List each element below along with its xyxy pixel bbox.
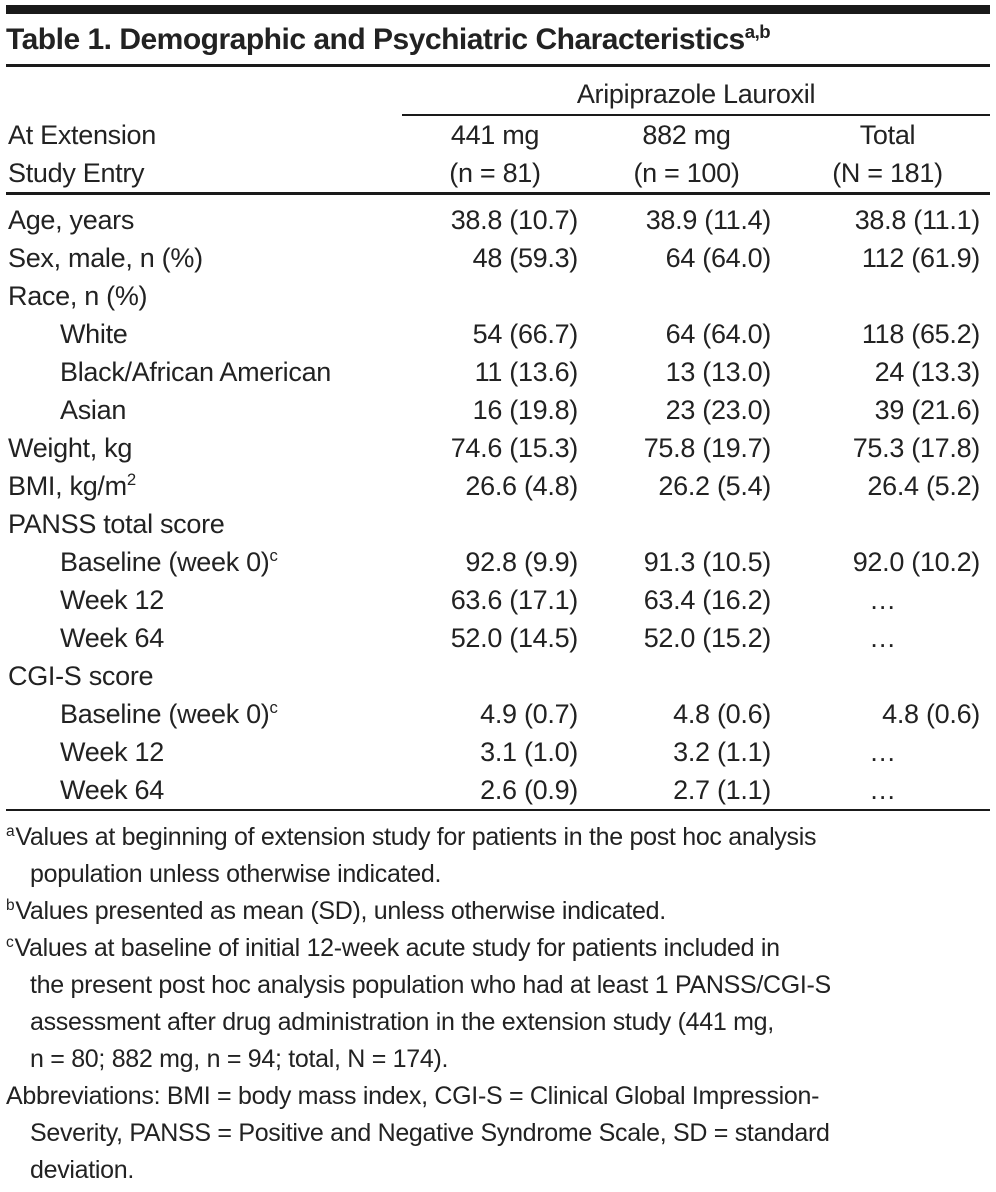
cell-total (785, 277, 990, 315)
cell-total: 4.8 (0.6) (882, 699, 980, 729)
table-row-panss-baseline (6, 543, 990, 581)
cell-882mg: 64 (64.0) (665, 319, 771, 349)
cell-441mg: 54 (66.7) (472, 319, 578, 349)
cell-441mg: 52.0 (14.5) (450, 623, 578, 653)
cell-total (785, 657, 990, 695)
footnote-b-line1 (6, 893, 990, 930)
row-label-text: BMI, kg/m (8, 471, 127, 501)
row-label (6, 733, 402, 771)
row-label (6, 657, 402, 695)
row-label (6, 194, 402, 240)
table-body (6, 194, 990, 811)
cell-882mg: 3.2 (1.1) (673, 737, 771, 767)
stub-header-line2: Study Entry (6, 154, 402, 194)
row-label (6, 391, 402, 429)
column-header-row-2 (6, 154, 990, 194)
superscript-marker: 2 (126, 470, 136, 489)
table-row-race-asian (6, 391, 990, 429)
row-label-text: Week 12 (60, 737, 164, 767)
cell-total: 92.0 (10.2) (852, 547, 980, 577)
cell-total: 38.8 (11.1) (854, 205, 980, 235)
row-label (6, 695, 402, 733)
table-row-cgis-week12 (6, 733, 990, 771)
cell-882mg (588, 505, 785, 543)
cell-441mg: 26.6 (4.8) (465, 471, 578, 501)
superscript-marker: c (269, 546, 278, 565)
table-row-panss-week64 (6, 619, 990, 657)
footnote-c-text: Values at baseline of initial 12-week acute study for patients included in (14, 934, 780, 962)
footnote-c-line1 (6, 930, 990, 967)
cell-882mg: 13 (13.0) (665, 357, 771, 387)
footnote-a-marker: a (6, 822, 15, 840)
row-label-text: Race, n (%) (8, 281, 148, 311)
cell-total: 39 (21.6) (874, 395, 980, 425)
table-row-panss-group (6, 505, 990, 543)
table-row-weight (6, 429, 990, 467)
row-label-text: Week 12 (60, 585, 164, 615)
footnote-c-marker: c (6, 933, 14, 951)
cell-882mg: 52.0 (15.2) (643, 623, 771, 653)
cell-441mg: 4.9 (0.7) (480, 699, 578, 729)
cell-total: … (869, 585, 896, 615)
col-header-441mg-dose: 441 mg (450, 120, 540, 150)
cell-total: … (785, 771, 990, 810)
cell-total: 24 (13.3) (874, 357, 980, 387)
cell-882mg: 63.4 (16.2) (643, 585, 771, 615)
row-label-text: Week 64 (60, 775, 164, 805)
footnotes (6, 819, 990, 1189)
cell-441mg (402, 277, 588, 315)
row-label-text: PANSS total score (8, 509, 225, 539)
row-label (6, 239, 402, 277)
table-row-race-white (6, 315, 990, 353)
row-label-text: Black/African American (60, 357, 332, 387)
table-title (6, 14, 990, 67)
footnote-c-line3: assessment after drug administration in the extension study (441 mg, (30, 1008, 774, 1036)
table-row-cgis-week64 (6, 771, 990, 810)
abbreviations-line2: Severity, PANSS = Positive and Negative Syndrome Scale, SD = standard (30, 1119, 830, 1147)
row-label-text: CGI-S score (8, 661, 154, 691)
row-label-text: Week 64 (60, 623, 164, 653)
col-header-882mg-n: (n = 100) (588, 154, 785, 194)
cell-total: 118 (65.2) (861, 319, 980, 349)
col-header-441mg-n: (n = 81) (402, 154, 588, 194)
row-label (6, 429, 402, 467)
cell-441mg: 38.8 (10.7) (450, 205, 578, 235)
row-label (6, 619, 402, 657)
abbreviations-line3: deviation. (30, 1156, 135, 1184)
col-header-total: Total (859, 120, 916, 150)
table-row-cgis-baseline (6, 695, 990, 733)
row-label-text: Weight, kg (8, 433, 133, 463)
table-row-panss-week12 (6, 581, 990, 619)
column-header-row-1 (6, 115, 990, 154)
col-header-882mg-dose: 882 mg (642, 120, 731, 150)
cell-total: … (869, 623, 896, 653)
table-row-race-black (6, 353, 990, 391)
superscript-marker: c (269, 698, 278, 717)
row-label (6, 543, 402, 581)
table-row-race-group (6, 277, 990, 315)
demographics-table (6, 67, 990, 811)
cell-441mg: 74.6 (15.3) (450, 433, 578, 463)
cell-441mg: 2.6 (0.9) (402, 771, 588, 810)
table-title-text: Table 1. Demographic and Psychiatric Characteristics (6, 23, 745, 56)
row-label (6, 771, 402, 810)
cell-total (785, 505, 990, 543)
cell-882mg (588, 277, 785, 315)
spanner-stub-spacer (6, 67, 402, 115)
spanner-heading: Aripiprazole Lauroxil (402, 67, 990, 115)
table-row-sex (6, 239, 990, 277)
row-label (6, 505, 402, 543)
title-footnote-marker: a,b (744, 21, 771, 42)
cell-441mg: 3.1 (1.0) (480, 737, 578, 767)
cell-441mg: 92.8 (9.9) (465, 547, 578, 577)
cell-441mg: 48 (59.3) (472, 243, 578, 273)
row-label-text: Baseline (week 0) (60, 547, 270, 577)
cell-882mg: 75.8 (19.7) (643, 433, 771, 463)
table-row-bmi (6, 467, 990, 505)
cell-total: 26.4 (5.2) (867, 471, 980, 501)
row-label-text: Asian (60, 395, 127, 425)
cell-total: 112 (61.9) (861, 243, 980, 273)
abbreviations-line1: Abbreviations: BMI = body mass index, CGI-S = Clinical Global Impression- (6, 1082, 820, 1110)
footnote-c-line4: n = 80; 882 mg, n = 94; total, N = 174). (30, 1045, 449, 1073)
col-header-total-n: (N = 181) (785, 154, 990, 194)
footnote-b-marker: b (6, 896, 15, 914)
row-label (6, 581, 402, 619)
table-row-cgis-group (6, 657, 990, 695)
stub-header-line1: At Extension (8, 119, 156, 150)
cell-882mg: 26.2 (5.4) (658, 471, 771, 501)
row-label (6, 467, 402, 505)
spanner-row (6, 67, 990, 115)
cell-total: 75.3 (17.8) (852, 433, 980, 463)
row-label (6, 315, 402, 353)
row-label-text: Age, years (8, 205, 135, 235)
cell-882mg: 4.8 (0.6) (673, 699, 771, 729)
cell-441mg: 16 (19.8) (472, 395, 578, 425)
row-label-text: Baseline (week 0) (60, 699, 270, 729)
cell-441mg: 63.6 (17.1) (450, 585, 578, 615)
footnote-a-line1 (6, 819, 990, 856)
footnote-a-text: Values at beginning of extension study for patients in the post hoc analysis (15, 823, 817, 851)
cell-882mg: 64 (64.0) (665, 243, 771, 273)
top-rule (6, 5, 990, 14)
row-label-text: White (60, 319, 128, 349)
footnote-b-text: Values presented as mean (SD), unless otherwise indicated. (15, 897, 666, 925)
cell-882mg: 2.7 (1.1) (588, 771, 785, 810)
cell-441mg (402, 505, 588, 543)
table-header (6, 67, 990, 194)
cell-441mg: 11 (13.6) (474, 357, 578, 387)
cell-total: … (869, 737, 896, 767)
cell-882mg: 38.9 (11.4) (645, 205, 771, 235)
cell-882mg (588, 657, 785, 695)
table-row-age (6, 194, 990, 240)
row-label-text: Sex, male, n (%) (8, 243, 203, 273)
cell-882mg: 23 (23.0) (665, 395, 771, 425)
cell-882mg: 91.3 (10.5) (643, 547, 771, 577)
row-label (6, 277, 402, 315)
footnote-c-line2: the present post hoc analysis population who had at least 1 PANSS/CGI-S (30, 971, 831, 999)
cell-441mg (402, 657, 588, 695)
footnote-a-line2: population unless otherwise indicated. (30, 860, 442, 888)
row-label (6, 353, 402, 391)
